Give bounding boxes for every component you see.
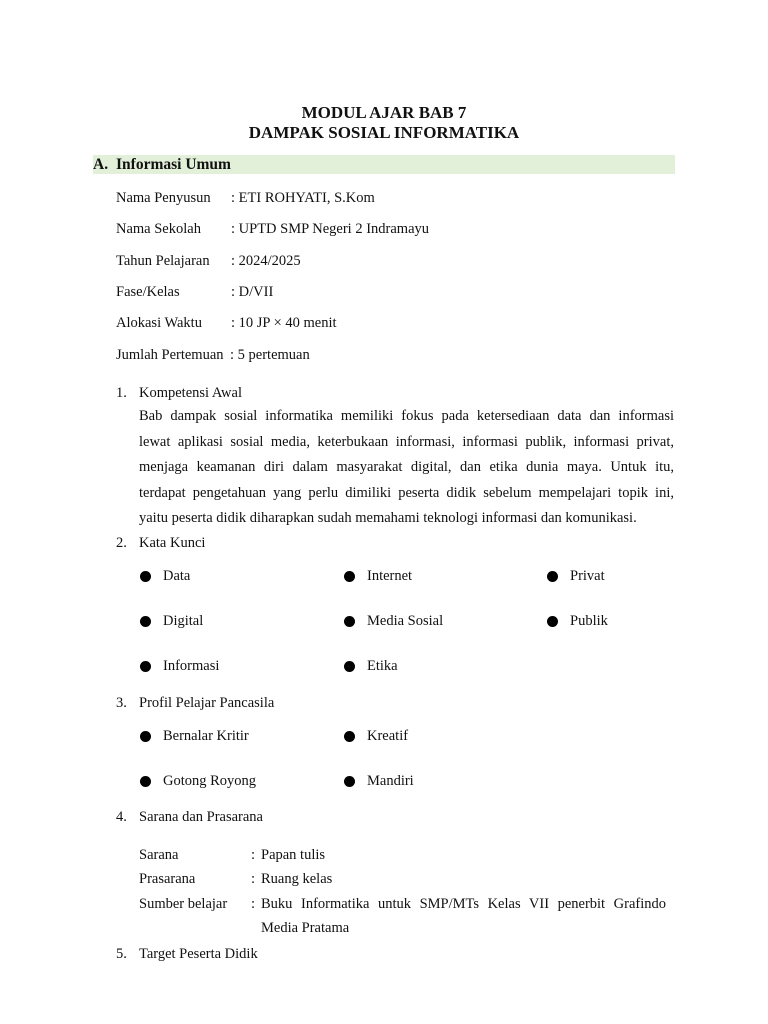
paragraph-line: menjaga keamanan diri dalam masyarakat digital, dan etika dunia maya. Untuk itu, <box>139 459 674 475</box>
bullet-dot-icon <box>344 571 355 582</box>
sumber-belajar-label: Sumber belajar <box>139 896 228 912</box>
info-value: : 10 JP × 40 menit <box>231 315 337 331</box>
bullet-dot-icon <box>140 776 151 787</box>
item-title: Sarana dan Prasarana <box>139 809 263 825</box>
keyword-text: Etika <box>367 658 398 674</box>
document-subtitle: DAMPAK SOSIAL INFORMATIKA <box>248 123 520 142</box>
sarana-value: Papan tulis <box>261 847 326 863</box>
sarana-colon: : <box>251 847 256 863</box>
info-label: Nama Penyusun <box>116 190 211 206</box>
sumber-belajar-colon: : <box>251 896 256 912</box>
section-letter: A. <box>93 156 109 173</box>
profil-text: Bernalar Kritir <box>163 728 249 744</box>
bullet-dot-icon <box>344 661 355 672</box>
bullet-dot-icon <box>140 731 151 742</box>
item-number: 1. <box>116 385 127 401</box>
keyword-text: Privat <box>570 568 605 584</box>
info-value: : D/VII <box>231 284 274 300</box>
item-number: 5. <box>116 946 127 962</box>
info-label: Nama Sekolah <box>116 221 201 237</box>
bullet-dot-icon <box>547 616 558 627</box>
info-label: Fase/Kelas <box>116 284 180 300</box>
bullet-dot-icon <box>344 776 355 787</box>
keyword-text: Internet <box>367 568 413 584</box>
item-title: Kompetensi Awal <box>139 385 242 401</box>
item-title: Kata Kunci <box>139 535 206 551</box>
keyword-text: Publik <box>570 613 608 629</box>
info-value: : ETI ROHYATI, S.Kom <box>231 190 375 206</box>
section-a-header <box>93 155 675 174</box>
keyword-text: Informasi <box>163 658 220 674</box>
item-title: Target Peserta Didik <box>139 946 258 962</box>
kompetensi-paragraph <box>139 404 674 532</box>
info-value: : 2024/2025 <box>231 253 301 269</box>
paragraph-line: terdapat pengetahuan yang perlu dimiliki peserta didik sebelum mempelajari topik ini, <box>139 484 674 501</box>
bullet-dot-icon <box>140 571 151 582</box>
item-number: 4. <box>116 809 127 825</box>
document-title: MODUL AJAR BAB 7 <box>301 103 467 122</box>
paragraph-line: yaitu peserta didik diharapkan sudah memahami teknologi informasi dan komunikasi. <box>139 510 637 526</box>
profil-text: Kreatif <box>367 728 409 744</box>
bullet-dot-icon <box>344 616 355 627</box>
bullet-dot-icon <box>140 616 151 627</box>
item-number: 3. <box>116 695 127 711</box>
keyword-text: Media Sosial <box>367 613 444 629</box>
item-number: 2. <box>116 535 127 551</box>
profil-text: Mandiri <box>367 773 414 789</box>
keyword-text: Data <box>163 568 191 584</box>
keyword-text: Digital <box>163 613 204 629</box>
info-label: Tahun Pelajaran <box>116 253 210 269</box>
item-title: Profil Pelajar Pancasila <box>139 695 275 711</box>
prasarana-label: Prasarana <box>139 871 196 887</box>
sumber-belajar-value: Buku Informatika untuk SMP/MTs Kelas VII penerbit Grafindo Media Pratama <box>261 896 666 936</box>
info-label: Jumlah Pertemuan <box>116 347 224 363</box>
bullet-dot-icon <box>547 571 558 582</box>
profil-text: Gotong Royong <box>163 773 257 789</box>
info-value: : UPTD SMP Negeri 2 Indramayu <box>231 221 430 237</box>
paragraph-line: Bab dampak sosial informatika memiliki fokus pada ketersediaan data dan informasi <box>139 408 674 424</box>
bullet-dot-icon <box>140 661 151 672</box>
section-label: Informasi Umum <box>116 156 231 173</box>
sarana-label: Sarana <box>139 847 179 863</box>
bullet-dot-icon <box>344 731 355 742</box>
prasarana-value: Ruang kelas <box>261 871 333 887</box>
paragraph-line: lewat aplikasi sosial media, keterbukaan informasi, informasi publik, informasi privat, <box>139 433 674 450</box>
prasarana-colon: : <box>251 871 256 887</box>
info-label: Alokasi Waktu <box>116 315 202 331</box>
info-value: : 5 pertemuan <box>230 347 310 363</box>
